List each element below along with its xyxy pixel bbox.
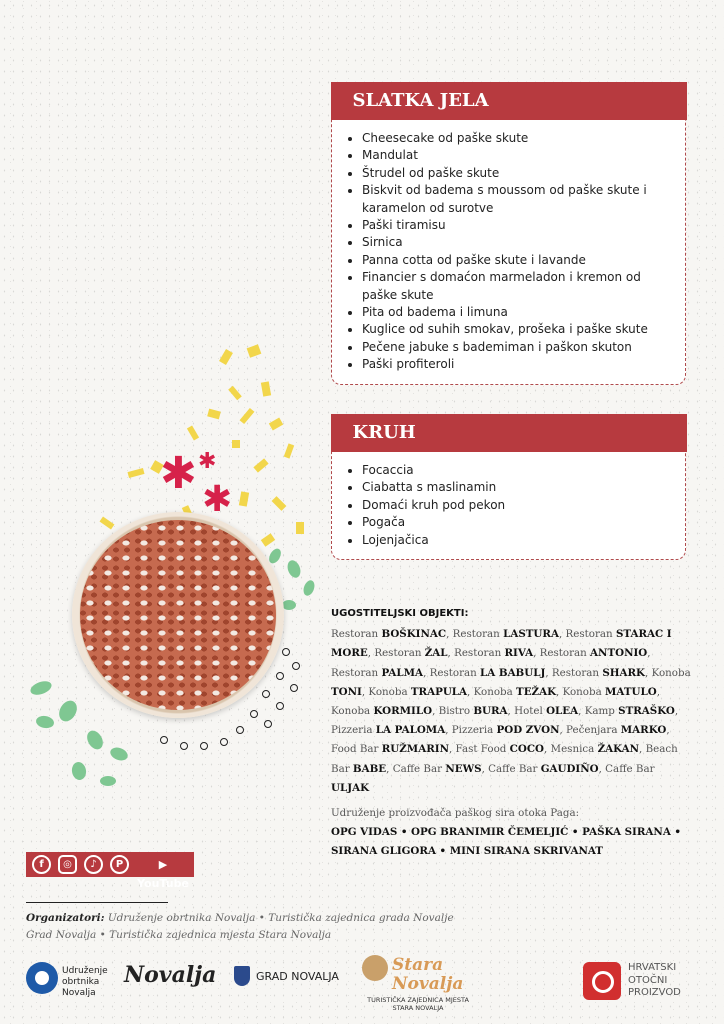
divider <box>26 902 168 903</box>
list-item: • Ciabatta s maslinamin <box>362 479 671 496</box>
venue-type: Restoran <box>454 647 505 660</box>
venue-type: Caffe Bar <box>605 762 655 775</box>
venue-type: Restoran <box>331 666 382 679</box>
list-item: • Sirnica <box>362 234 671 251</box>
udruzenje-logo-icon <box>26 962 58 994</box>
venue-type: Mesnica <box>550 743 598 756</box>
grad-novalja-logo: GRAD NOVALJA <box>256 970 339 983</box>
hop-logo-icon <box>583 962 621 1000</box>
venue-type: Bistro <box>438 705 474 718</box>
pinterest-icon[interactable]: P <box>110 855 129 874</box>
venue-name: POD ZVON <box>496 724 560 737</box>
venue-type: Food Bar <box>331 743 382 756</box>
list-item: • Pečene jabuke s bademiman i paškon skuton <box>362 339 671 356</box>
organizers-label: Organizatori: <box>26 912 105 924</box>
instagram-icon[interactable]: ◎ <box>58 855 77 874</box>
venue-type: Pečenjara <box>566 724 621 737</box>
venue-type: Restoran <box>551 666 603 679</box>
producers-list: OPG VIDAS • OPG BRANIMIR ČEMELJIĆ • PAŠKA SIRANA • SIRANA GLIGORA • MINI SIRANA SKRIVANAT <box>331 826 681 858</box>
tiktok-icon[interactable]: ♪ <box>84 855 103 874</box>
stara-logo-line2: Novalja <box>392 974 464 994</box>
venue-type: Caffe Bar <box>488 762 541 775</box>
venue-type: Konoba <box>331 705 374 718</box>
red-star-decoration: ✱ <box>202 479 233 520</box>
udruzenje-logo-text: Udruženje obrtnika Novalja <box>62 966 108 998</box>
venues-title: UGOSTITELJSKI OBJEKTI: <box>331 608 469 619</box>
venue-name: RIVA <box>504 647 534 660</box>
venue-type: Beach Bar <box>331 743 678 775</box>
venues-section <box>331 604 691 862</box>
venue-name: MATULO <box>605 685 657 698</box>
venue-name: KORMILO <box>373 705 433 718</box>
venue-name: LA BABULJ <box>480 666 546 679</box>
venue-name: COCO <box>509 743 544 756</box>
venue-type: Restoran <box>374 647 425 660</box>
stara-novalja-emblem-icon <box>362 955 388 981</box>
venue-name: PALMA <box>381 666 424 679</box>
list-item: • Cheesecake od paške skute <box>362 130 671 147</box>
venue-name: ANTONIO <box>590 647 648 660</box>
venue-name: TRAPULA <box>410 685 468 698</box>
slatka-jela-card <box>331 82 686 385</box>
venue-type: Restoran <box>452 628 504 641</box>
venue-name: TONI <box>331 685 362 698</box>
venue-name: BABE <box>352 762 387 775</box>
venue-type: Pizzeria <box>451 724 497 737</box>
facebook-icon[interactable]: f <box>32 855 51 874</box>
venue-name: BURA <box>473 705 508 718</box>
list-item: • Panna cotta od paške skute i lavande <box>362 252 671 269</box>
venue-name: STARAC I MORE <box>331 628 672 660</box>
venue-name: MARKO <box>620 724 667 737</box>
stara-novalja-logo <box>392 956 463 994</box>
venue-name: ŽAL <box>424 647 448 660</box>
venue-name: ŽAKAN <box>597 743 640 756</box>
venue-type: Restoran <box>331 628 382 641</box>
venues-list: Restoran BOŠKINAC, Restoran LASTURA, Restoran STARAC I MORE, Restoran ŽAL, Restoran RIVA, Restoran ANTONIO, Restoran PALMA, Restoran LA BABULJ, Restoran SHARK, Konoba TONI, Konoba TRAPULA, Konoba TEŽAK, Konoba MATULO, Konoba KORMILO, Bistro BURA, Hotel OLEA, Kamp STRAŠKO, Pizzeria LA PALOMA, Pizzeria POD ZVON, Pečenjara MARKO, Food Bar RUŽMARIN, Fast Food COCO, Mesnica ŽAKAN, Beach Bar BABE, Caffe Bar NEWS, Caffe Bar GAUDIÑO, Caffe Bar ULJAK <box>331 628 691 794</box>
grad-novalja-shield-icon <box>234 966 250 986</box>
venue-name: LA PALOMA <box>375 724 446 737</box>
list-item: • Focaccia <box>362 462 671 479</box>
list-item: • Paški tiramisu <box>362 217 671 234</box>
venue-name: STRAŠKO <box>618 705 675 718</box>
venue-name: SHARK <box>602 666 646 679</box>
list-item: • Pogača <box>362 514 671 531</box>
kruh-card <box>331 414 686 560</box>
venue-type: Fast Food <box>455 743 510 756</box>
list-item: • Mandulat <box>362 147 671 164</box>
venue-type: Konoba <box>473 685 517 698</box>
red-star-decoration: ✱ <box>198 449 217 474</box>
list-item: • Financier s domaćon marmeladon i kremon od paške skute <box>362 269 671 304</box>
hop-logo-text: HRVATSKI OTOČNI PROIZVOD <box>628 962 681 998</box>
venue-name: RUŽMARIN <box>381 743 449 756</box>
venue-type: Caffe Bar <box>392 762 446 775</box>
venue-type: Konoba <box>368 685 411 698</box>
venue-type: Pizzeria <box>331 724 376 737</box>
list-item: • Štrudel od paške skute <box>362 165 671 182</box>
producers-title: Udruženje proizvođača paškog sira otoka Paga: <box>331 807 580 820</box>
venue-name: LASTURA <box>503 628 559 641</box>
list-item: • Biskvit od badema s moussom od paške skute i karamelon od surotve <box>362 182 671 217</box>
kruh-list <box>332 452 685 559</box>
venue-type: Kamp <box>584 705 619 718</box>
stara-logo-line1: Stara <box>392 955 444 975</box>
list-item: • Domaći kruh pod pekon <box>362 497 671 514</box>
kruh-title: KRUH <box>331 414 687 452</box>
venue-name: GAUDIÑO <box>540 762 599 775</box>
novalja-logo: Novalja <box>124 962 217 988</box>
social-bar <box>26 852 194 890</box>
venue-type: Restoran <box>429 666 481 679</box>
venue-type: Konoba <box>562 685 606 698</box>
youtube-icon[interactable]: ▶ YouTube <box>137 858 189 890</box>
stara-novalja-subtitle: TURISTIČKA ZAJEDNICA MJESTA STARA NOVALJA <box>367 996 469 1012</box>
venue-type: Restoran <box>565 628 616 641</box>
list-item: • Paški profiteroli <box>362 356 671 373</box>
organizers-line2: Grad Novalja • Turistička zajednica mjesta Stara Novalja <box>26 928 332 941</box>
venue-name: NEWS <box>445 762 482 775</box>
list-item: • Kuglice od suhih smokav, prošeka i paške skute <box>362 321 671 338</box>
venue-type: Restoran <box>539 647 591 660</box>
red-star-decoration: ✱ <box>160 448 197 499</box>
slatka-jela-title: SLATKA JELA <box>331 82 687 120</box>
organizers-line1: Udruženje obrtnika Novalja • Turistička zajednica grada Novalje <box>107 912 454 924</box>
venue-name: ULJAK <box>331 781 370 794</box>
list-item: • Pita od badema i limuna <box>362 304 671 321</box>
venue-type: Hotel <box>514 705 547 718</box>
venue-name: OLEA <box>546 705 579 718</box>
venue-type: Konoba <box>651 666 691 679</box>
organizers <box>26 910 466 943</box>
list-item: • Lojenjačica <box>362 532 671 549</box>
sugared-nuts-photo <box>80 520 276 710</box>
venue-name: TEŽAK <box>516 685 557 698</box>
slatka-jela-list <box>332 120 685 384</box>
venue-name: BOŠKINAC <box>381 628 447 641</box>
